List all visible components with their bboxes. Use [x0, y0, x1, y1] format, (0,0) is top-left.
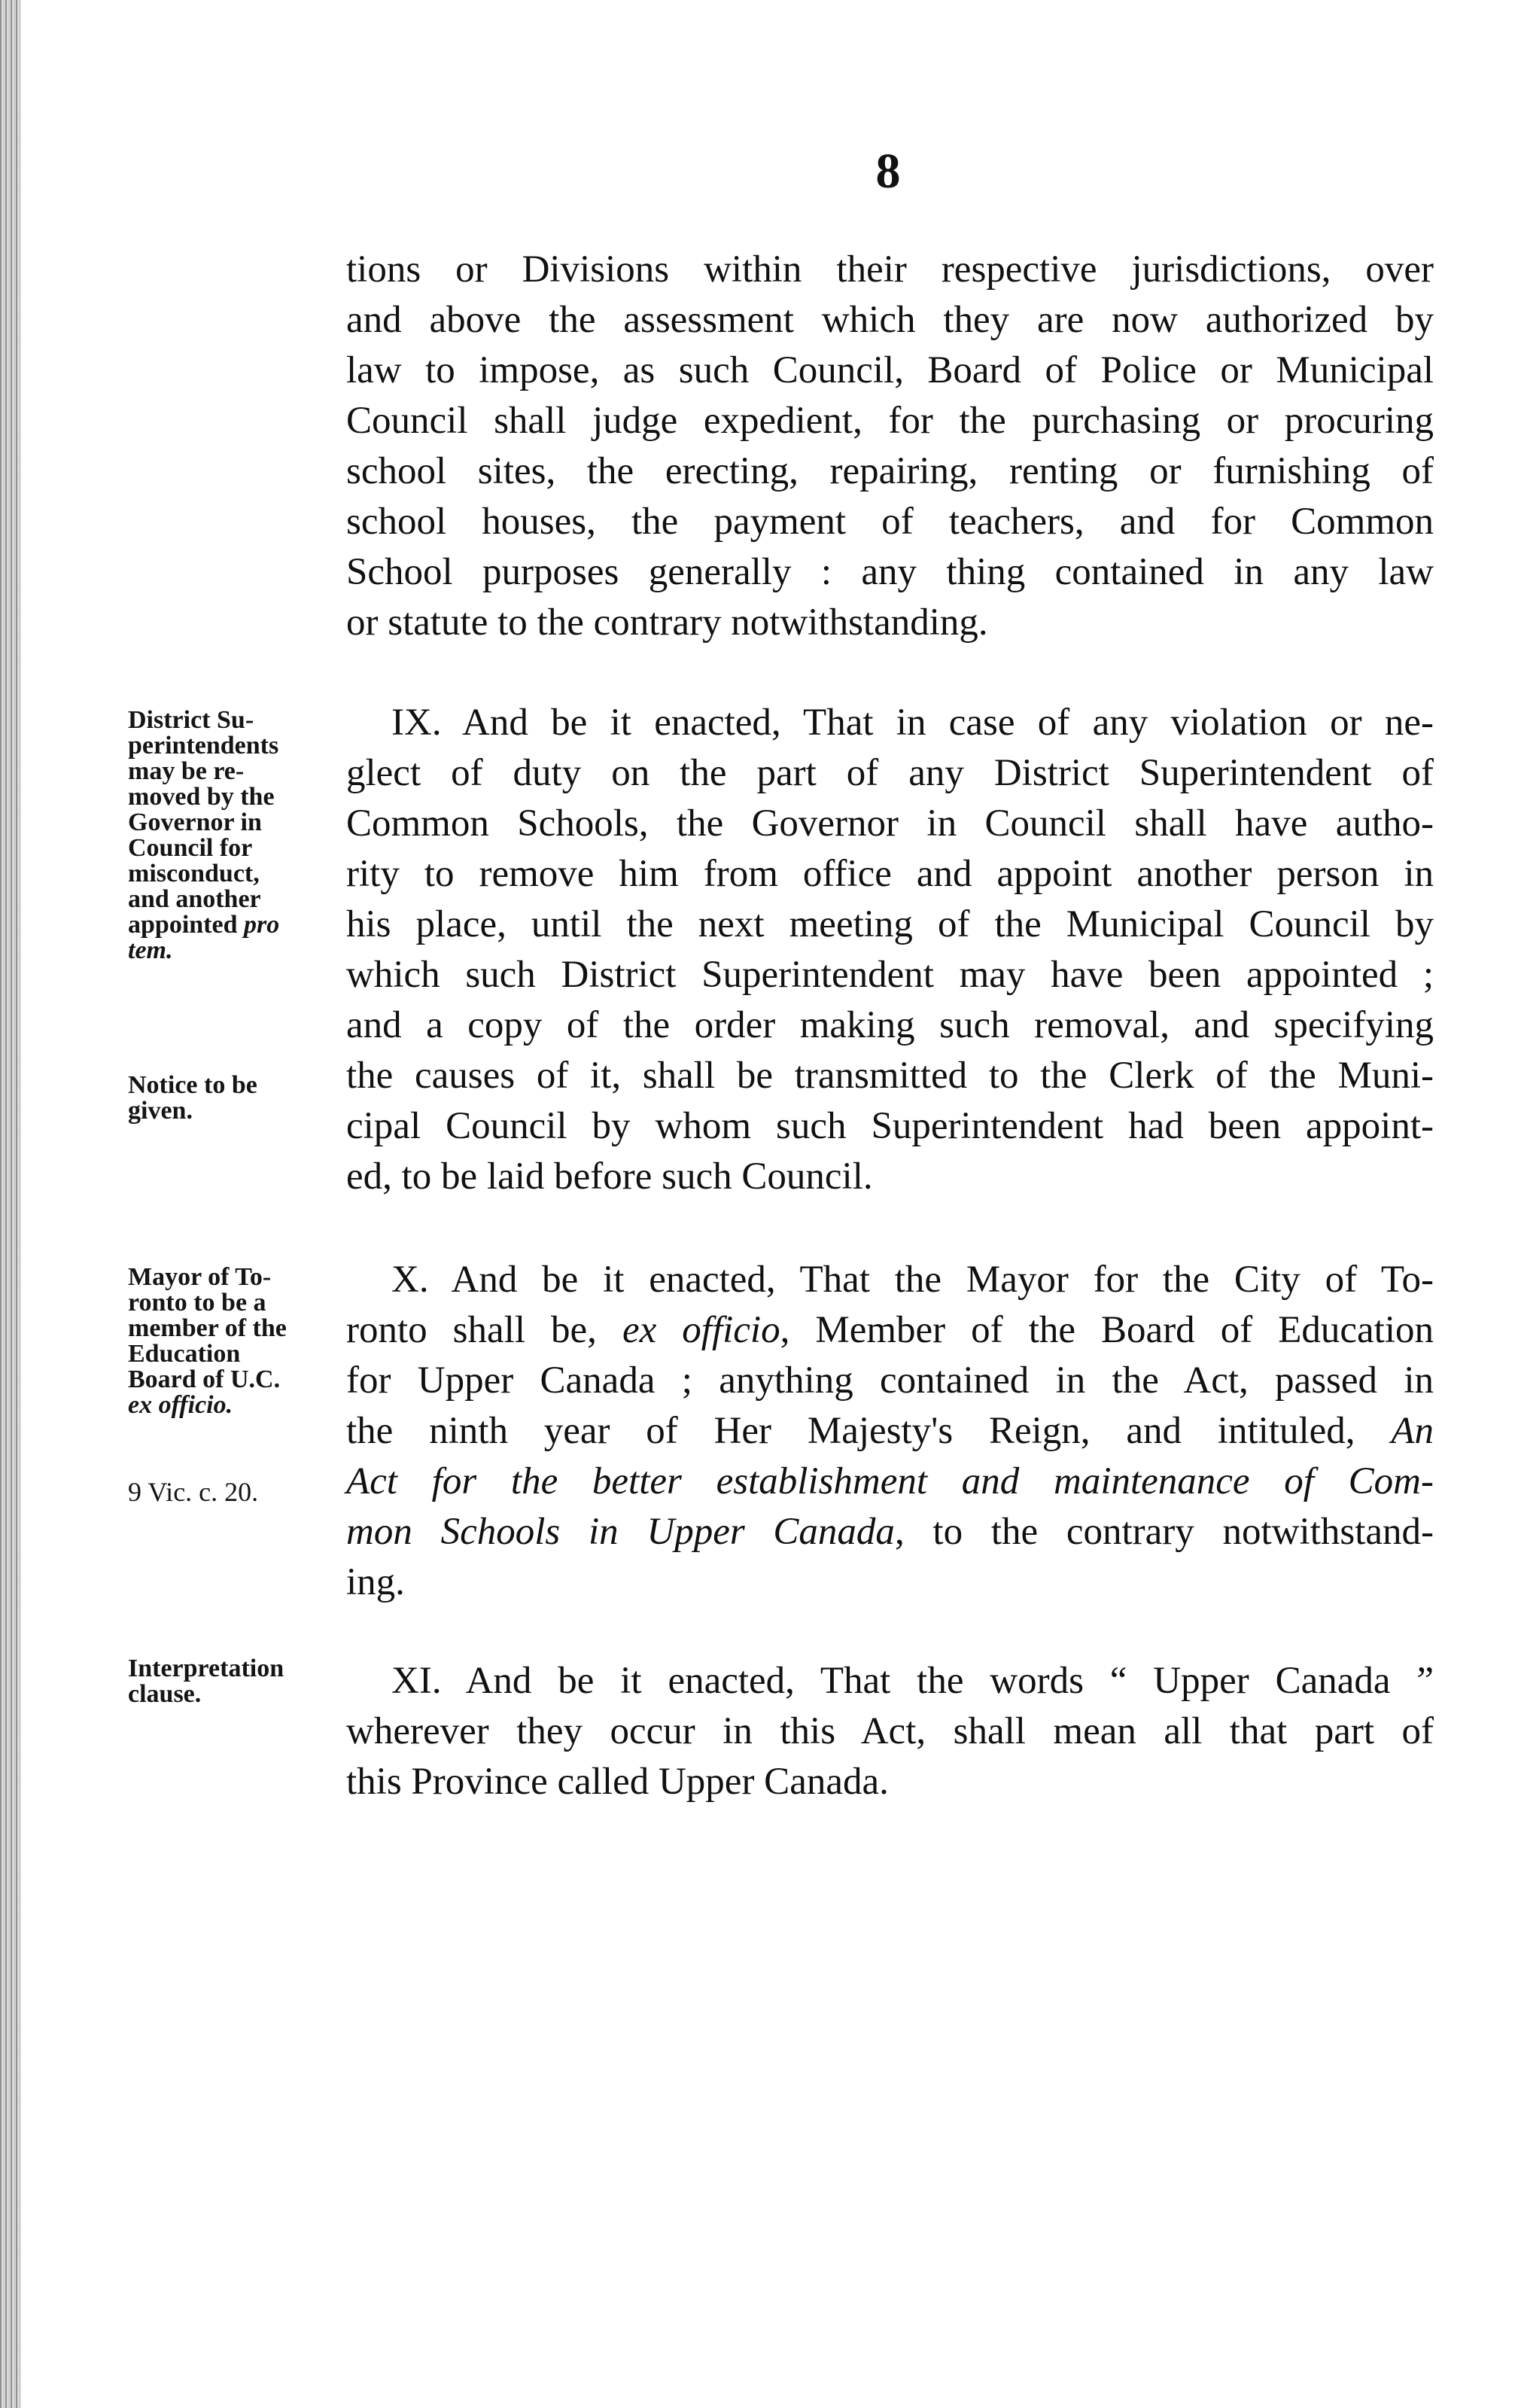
- text-run: the ninth year of Her Majesty's Reign, and intituled,: [346, 1410, 1392, 1452]
- margin-note-line: District Su-: [128, 706, 254, 734]
- text-line: glect of duty on the part of any District Superintendent of: [346, 752, 1434, 794]
- text-line: and a copy of the order making such removal, and specifying: [346, 1004, 1434, 1046]
- text-line: Common Schools, the Governor in Council shall have autho-: [346, 802, 1434, 845]
- text-line: school sites, the erecting, repairing, renting or furnishing of: [346, 450, 1434, 492]
- margin-note-line: Council for: [128, 834, 253, 862]
- margin-note-run-italic: pro: [244, 911, 280, 939]
- text-run-italic: Act for the better establishment and maintenance of Com-: [346, 1460, 1434, 1502]
- text-line: school houses, the payment of teachers, and for Common: [346, 501, 1434, 543]
- margin-note-line: [128, 1393, 331, 1418]
- text-line: and above the assessment which they are now authorized by: [346, 299, 1434, 341]
- margin-note-line: Governor in: [128, 808, 262, 836]
- margin-note-run-italic: ex officio.: [128, 1391, 233, 1419]
- margin-note-line: Interpretation: [128, 1655, 284, 1682]
- text-line: [346, 1305, 1434, 1356]
- text-line: or statute to the contrary notwithstanding.: [346, 601, 988, 644]
- text-run: , Member of the Board of Education: [780, 1309, 1434, 1351]
- section-xi: [346, 1656, 1434, 1807]
- margin-note-line: Notice to be: [128, 1071, 257, 1099]
- section-x: [346, 1255, 1434, 1608]
- margin-note-statute-citation: [128, 1479, 331, 1505]
- margin-note-run: appointed: [128, 911, 244, 939]
- text-line: ed, to be laid before such Council.: [346, 1155, 873, 1198]
- text-line: ing.: [346, 1561, 405, 1603]
- margin-note-mayor-of-toronto: [128, 1265, 331, 1418]
- text-line: School purposes generally : any thing contained in any law: [346, 551, 1434, 593]
- text-line: X. And be it enacted, That the Mayor for the City of To-: [391, 1259, 1434, 1301]
- margin-note-line: Board of U.C.: [128, 1365, 281, 1393]
- text-line: the causes of it, shall be transmitted to the Clerk of the Muni-: [346, 1055, 1434, 1097]
- binding-edge: [0, 0, 21, 2408]
- margin-note-line: Education: [128, 1340, 241, 1368]
- text-run-italic: ex officio: [622, 1309, 780, 1351]
- page-number: 8: [875, 144, 901, 199]
- margin-note-line: perintendents: [128, 732, 279, 760]
- text-line: this Province called Upper Canada.: [346, 1761, 889, 1803]
- section-ix: [346, 698, 1434, 1202]
- text-line: tions or Divisions within their respective jurisdictions, over: [346, 248, 1434, 291]
- text-line: law to impose, as such Council, Board of Police or Municipal: [346, 349, 1434, 391]
- margin-note-run-italic: tem.: [128, 936, 173, 964]
- text-line: XI. And be it enacted, That the words “ Upper Canada ”: [391, 1660, 1434, 1702]
- text-line: Council shall judge expedient, for the purchasing or procuring: [346, 400, 1434, 442]
- paragraph-continuation: [346, 245, 1434, 648]
- text-line: cipal Council by whom such Superintendent had been appoint-: [346, 1105, 1434, 1147]
- margin-note-line: [128, 912, 331, 938]
- margin-note-line: ronto to be a: [128, 1289, 266, 1317]
- text-line: his place, until the next meeting of the Municipal Council by: [346, 903, 1434, 945]
- margin-note-line: [128, 938, 331, 964]
- text-line: IX. And be it enacted, That in case of any violation or ne-: [391, 702, 1434, 744]
- margin-note-line: clause.: [128, 1680, 202, 1708]
- text-line: rity to remove him from office and appoint another person in: [346, 853, 1434, 895]
- text-line: which such District Superintendent may have been appointed ;: [346, 954, 1434, 996]
- margin-note-line: and another: [128, 885, 261, 913]
- margin-note-line: may be re-: [128, 757, 245, 785]
- text-line: [346, 1457, 1434, 1507]
- margin-note-line: misconduct,: [128, 860, 260, 887]
- text-line: [346, 1507, 1434, 1557]
- margin-note-interpretation: [128, 1656, 331, 1707]
- text-run-italic: mon Schools in Upper Canada: [346, 1511, 895, 1553]
- text-line: for Upper Canada ; anything contained in the Act, passed in: [346, 1359, 1434, 1402]
- margin-note-line: Mayor of To-: [128, 1263, 272, 1291]
- margin-note-district-superintendents: [128, 708, 331, 964]
- margin-note-line: moved by the: [128, 783, 275, 811]
- text-run: ronto shall be,: [346, 1309, 622, 1351]
- margin-note-line: member of the: [128, 1314, 287, 1342]
- margin-note-line: given.: [128, 1097, 193, 1125]
- text-run-italic: An: [1391, 1410, 1434, 1452]
- margin-note-notice: [128, 1073, 331, 1124]
- text-line: [346, 1406, 1434, 1457]
- margin-note-line: 9 Vic. c. 20.: [128, 1477, 259, 1507]
- text-line: wherever they occur in this Act, shall mean all that part of: [346, 1710, 1434, 1752]
- text-run: , to the contrary notwithstand-: [894, 1511, 1434, 1553]
